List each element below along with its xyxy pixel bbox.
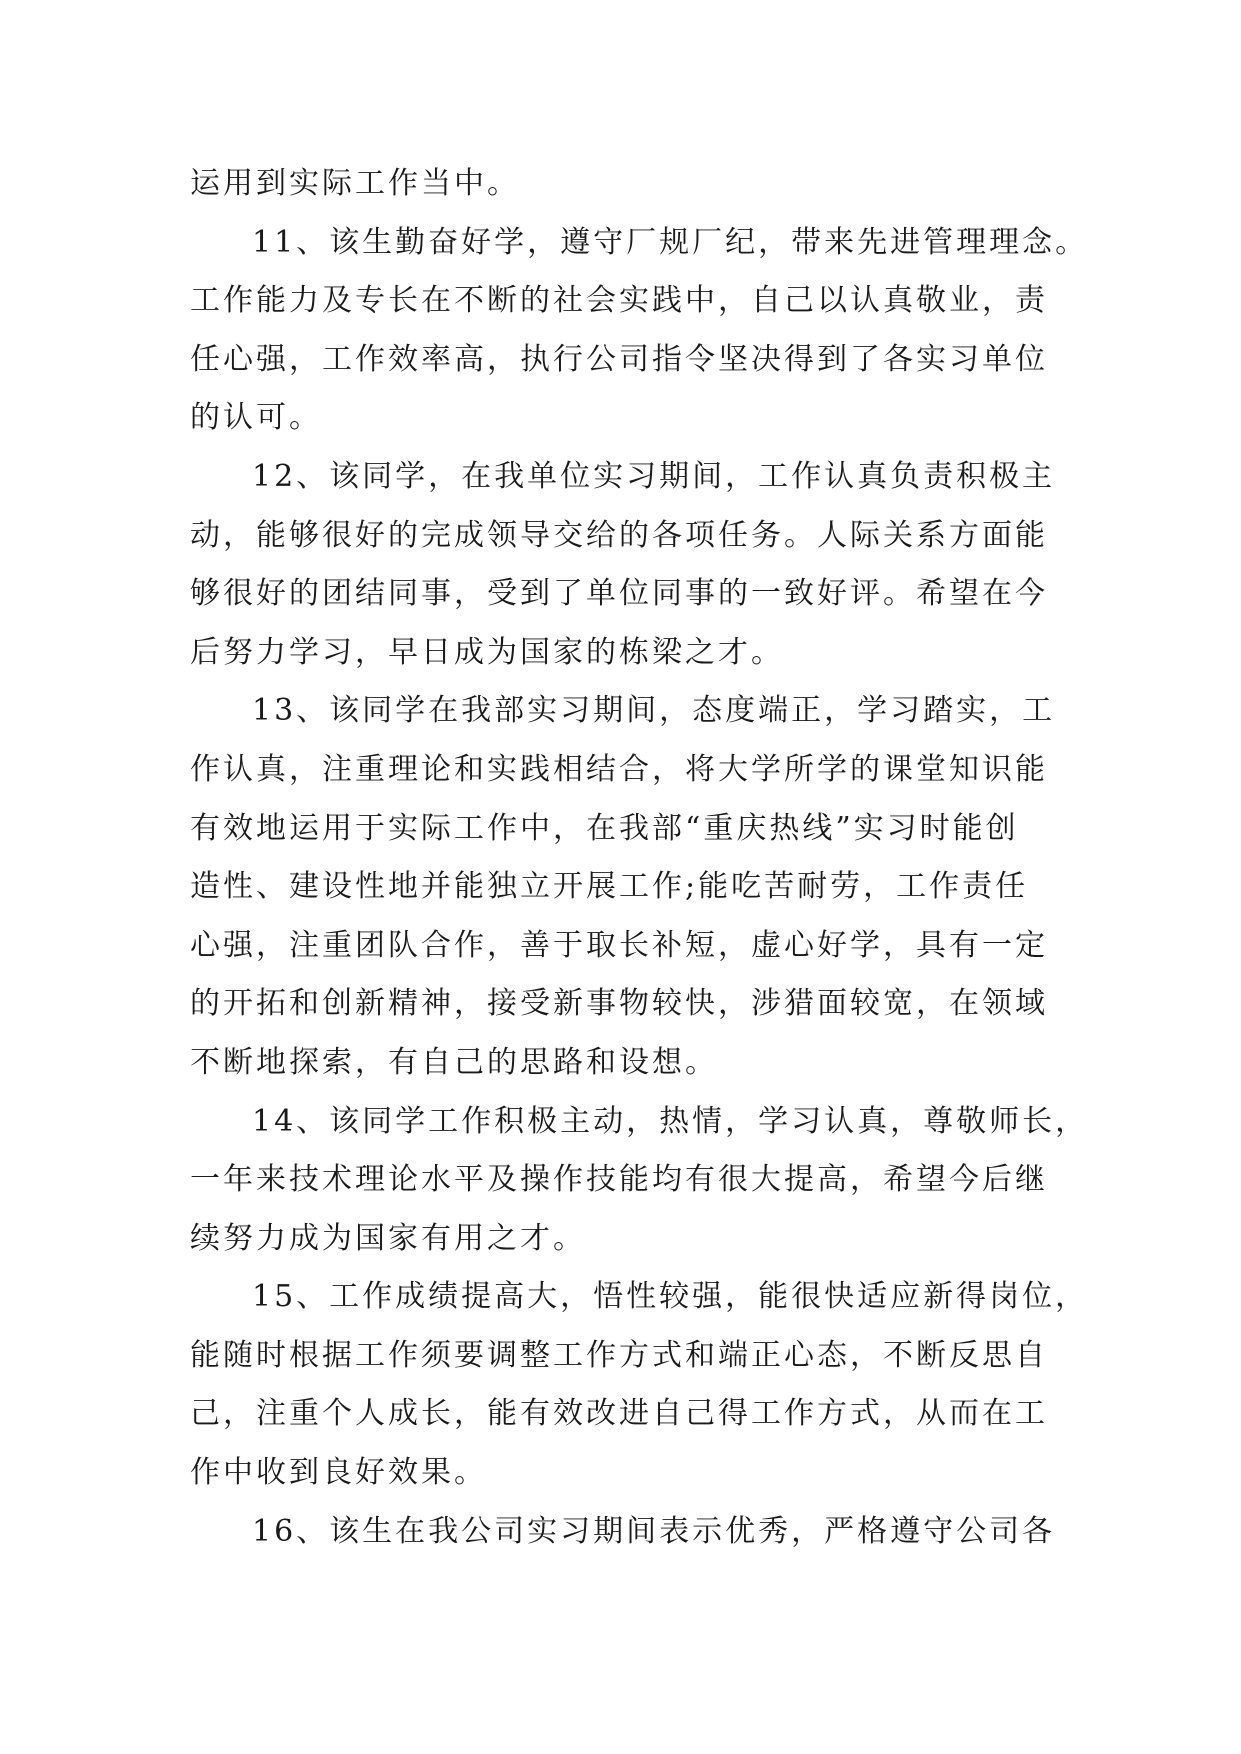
paragraph-line: 任心强，工作效率高，执行公司指令坚决得到了各实习单位 (190, 341, 1048, 377)
paragraph-line: 心强，注重团队合作，善于取长补短，虚心好学，具有一定 (190, 927, 1048, 963)
paragraph-line: 动，能够很好的完成领导交给的各项任务。人际关系方面能 (190, 517, 1048, 553)
paragraph-line: 不断地探索，有自己的思路和设想。 (190, 1044, 718, 1080)
paragraph-line: 作中收到良好效果。 (190, 1455, 487, 1491)
paragraph-line: 一年来技术理论水平及操作技能均有很大提高，希望今后继 (190, 1162, 1048, 1198)
paragraph-first-line: 16、该生在我公司实习期间表示优秀，严格遵守公司各 (252, 1513, 1056, 1549)
paragraph-line: 的认可。 (190, 400, 322, 436)
document-body (190, 155, 1089, 1561)
paragraph-first-line: 11、该生勤奋好学，遵守厂规厂纪，带来先进管理理念。 (252, 224, 1089, 260)
paragraph-line: 运用到实际工作当中。 (190, 166, 520, 201)
paragraph-first-line: 13、该同学在我部实习期间，态度端正，学习踏实，工 (252, 693, 1056, 729)
paragraph-line: 有效地运用于实际工作中，在我部“重庆热线”实习时能创 (190, 810, 1019, 846)
paragraph-line: 够很好的团结同事，受到了单位同事的一致好评。希望在今 (190, 576, 1048, 612)
paragraph-line: 能随时根据工作须要调整工作方式和端正心态，不断反思自 (190, 1337, 1048, 1373)
paragraph-line: 造性、建设性地并能独立开展工作;能吃苦耐劳，工作责任 (190, 869, 1029, 905)
paragraph-line: 后努力学习，早日成为国家的栋梁之才。 (190, 634, 784, 670)
paragraph-first-line: 14、该同学工作积极主动，热情，学习认真，尊敬师长， (252, 1103, 1089, 1139)
paragraph-line: 工作能力及专长在不断的社会实践中，自己以认真敬业，责 (190, 283, 1048, 319)
paragraph-line: 作认真，注重理论和实践相结合，将大学所学的课堂知识能 (190, 751, 1048, 787)
paragraph-line: 己，注重个人成长，能有效改进自己得工作方式，从而在工 (190, 1396, 1048, 1432)
paragraph-line: 续努力成为国家有用之才。 (190, 1220, 586, 1256)
paragraph-first-line: 12、该同学，在我单位实习期间，工作认真负责积极主 (252, 458, 1056, 494)
paragraph-line: 的开拓和创新精神，接受新事物较快，涉猎面较宽，在领域 (190, 986, 1048, 1022)
paragraph-first-line: 15、工作成绩提高大，悟性较强，能很快适应新得岗位， (252, 1279, 1089, 1315)
